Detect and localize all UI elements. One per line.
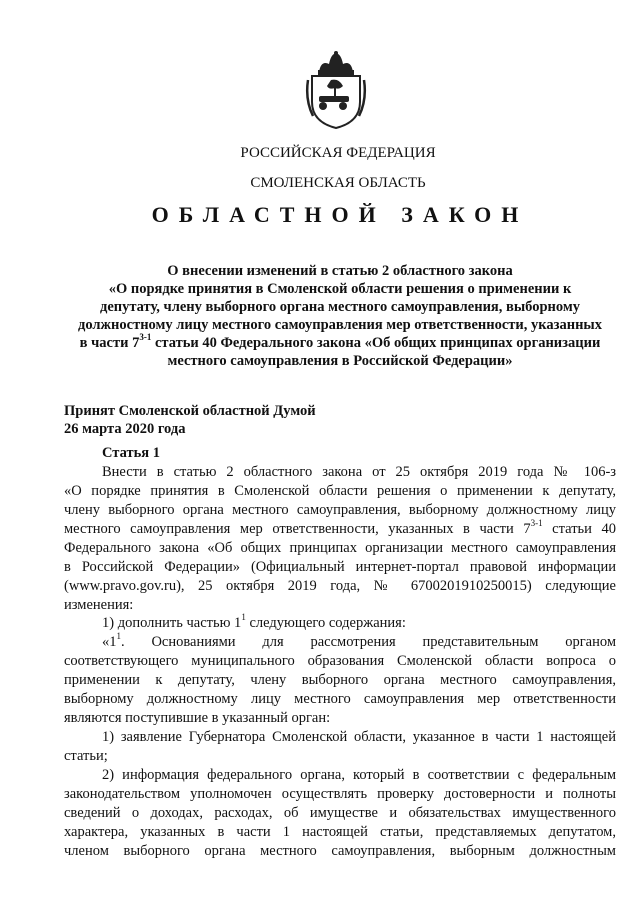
body-text: «1 xyxy=(102,634,117,650)
header-region: СМОЛЕНСКАЯ ОБЛАСТЬ xyxy=(250,175,426,191)
body-text: местного самоуправления мер ответственности, указанных в части 7 xyxy=(64,521,531,537)
body-text: следующего содержания: xyxy=(245,615,406,631)
body-line: изменения: xyxy=(64,597,134,613)
adopted-by: Принят Смоленской областной Думой xyxy=(64,403,316,419)
article-heading: Статья 1 xyxy=(102,445,160,461)
body-line xyxy=(102,633,616,652)
body-line: являются поступившие в указанный орган: xyxy=(64,710,331,726)
body-text: . Основаниями для рассмотрения представительным органом xyxy=(121,634,616,650)
superscript: 1 xyxy=(116,631,121,642)
body-line: законодательством уполномочен осуществлять проверку достоверности и полноты xyxy=(64,786,616,802)
subject-line xyxy=(60,334,620,352)
body-line: Внести в статью 2 областного закона от 25 октября 2019 года № 106-з xyxy=(102,464,616,480)
subject-line: «О порядке принятия в Смоленской области решения о применении к xyxy=(108,281,572,297)
body-line: характера, указанных в части 1 настоящей статьи, представляемых депутатом, xyxy=(64,824,616,840)
superscript: 3-1 xyxy=(139,332,152,343)
amendment-item xyxy=(102,614,616,633)
body-line: членом выборного органа местного самоуправления, выборным должностным xyxy=(64,843,616,859)
superscript: 3-1 xyxy=(530,518,543,529)
superscript: 1 xyxy=(241,612,246,623)
subject-text: в части 7 xyxy=(79,335,140,351)
body-text: 1) дополнить частью 1 xyxy=(102,615,242,631)
header-country: РОССИЙСКАЯ ФЕДЕРАЦИЯ xyxy=(240,145,436,161)
body-line: соответствующего муниципального образования Смоленской области вопроса о xyxy=(64,653,616,669)
subject-line: должностному лицу местного самоуправления мер ответственности, указанных xyxy=(78,317,602,333)
body-line: применении к депутату, члену выборного органа местного самоуправления, xyxy=(64,672,616,688)
body-line: 2) информация федерального органа, который в соответствии с федеральным xyxy=(102,767,616,783)
body-line xyxy=(64,520,616,539)
subject-line: депутату, члену выборного органа местного самоуправления, выборному xyxy=(99,299,581,315)
body-line: Федерального закона «Об общих принципах организации местного самоуправления xyxy=(64,540,616,556)
document-type-title: ОБЛАСТНОЙ ЗАКОН xyxy=(151,202,529,227)
body-line: в Российской Федерации» (Официальный интернет-портал правовой информации xyxy=(64,559,616,575)
coat-of-arms-icon xyxy=(305,50,367,130)
subject-line: О внесении изменений в статью 2 областного закона xyxy=(167,263,513,279)
adopted-date: 26 марта 2020 года xyxy=(64,421,186,437)
body-line: (www.pravo.gov.ru), 25 октября 2019 года, № 6700201910250015) следующие xyxy=(64,578,616,594)
subject-line: местного самоуправления в Российской Федерации» xyxy=(167,353,513,369)
subject-text: статьи 40 Федерального закона «Об общих принципах организации xyxy=(151,335,601,351)
body-line: члену выборного органа местного самоуправления, выборному должностному лицу xyxy=(64,502,616,518)
body-line: статьи; xyxy=(64,748,108,764)
body-line: выборному должностному лицу местного самоуправления мер ответственности xyxy=(64,691,616,707)
body-line: «О порядке принятия в Смоленской области решения о применении к депутату, xyxy=(64,483,616,499)
body-line: 1) заявление Губернатора Смоленской области, указанное в части 1 настоящей xyxy=(102,729,616,745)
body-line: сведений о доходах, расходах, об имуществе и обязательствах имущественного xyxy=(64,805,616,821)
body-text: статьи 40 xyxy=(542,521,616,537)
